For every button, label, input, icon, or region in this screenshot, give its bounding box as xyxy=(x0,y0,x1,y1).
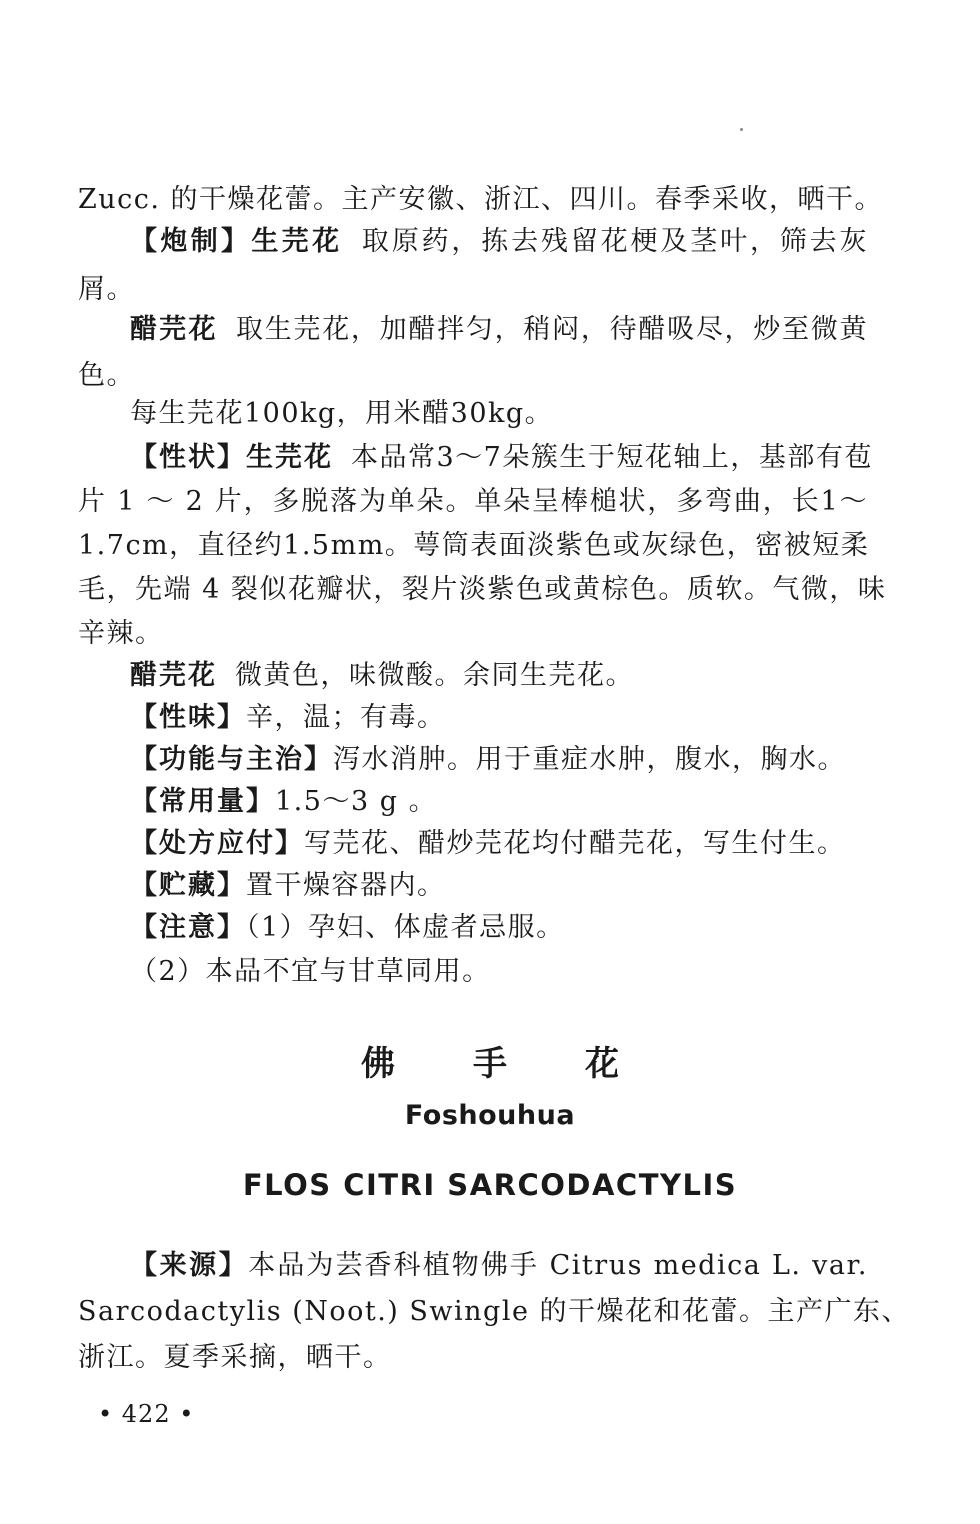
page-number: • 422 • xyxy=(98,1400,195,1428)
storage-paragraph: 【贮藏】置干燥容器内。 xyxy=(130,870,446,901)
characteristics-line-d: 毛，先端 4 裂似花瓣状，裂片淡紫色或黄棕色。质软。气微，味 xyxy=(78,574,887,605)
monograph-title-pinyin: Foshouhua xyxy=(404,1100,576,1131)
vinegar-herb-name: 醋芫花 xyxy=(130,314,218,345)
characteristics-line-c: 1.7cm，直径约1.5mm。萼筒表面淡紫色或灰绿色，密被短柔 xyxy=(78,530,870,561)
caution-paragraph: 【注意】（1）孕妇、体虚者忌服。 xyxy=(130,912,565,943)
dosage-label: 【常用量】 xyxy=(130,786,275,817)
vinegar-characteristics: 醋芫花 微黄色，味微酸。余同生芫花。 xyxy=(130,660,634,691)
storage-label: 【贮藏】 xyxy=(130,870,246,901)
vinegar-processing-continuation: 色。 xyxy=(78,360,135,391)
processing-continuation: 屑。 xyxy=(78,274,135,305)
processing-paragraph: 【炮制】生芫花 取原药，拣去残留花梗及茎叶，筛去灰 xyxy=(130,226,869,257)
source-line-c: 浙江。夏季采摘，晒干。 xyxy=(78,1342,392,1373)
nature-paragraph: 【性味】辛，温；有毒。 xyxy=(130,702,446,733)
characteristics-line-e: 辛辣。 xyxy=(78,618,164,649)
monograph-title-chinese: 佛手花 xyxy=(361,1044,697,1084)
prescription-label: 【处方应付】 xyxy=(130,828,304,859)
dosage-paragraph: 【常用量】1.5～3 g 。 xyxy=(130,786,438,817)
function-label: 【功能与主治】 xyxy=(130,744,333,775)
caution-label: 【注意】 xyxy=(130,912,246,943)
vinegar-herb-name-2: 醋芫花 xyxy=(130,660,217,691)
raw-herb-name: 生芫花 xyxy=(251,226,343,257)
caution-item-2: （2）本品不宜与甘草同用。 xyxy=(130,956,491,987)
raw-herb-name-2: 生芫花 xyxy=(246,442,333,473)
print-speck xyxy=(740,128,743,131)
characteristics-label: 【性状】 xyxy=(130,442,246,473)
characteristics-line-b: 片 1 ～ 2 片，多脱落为单朵。单朵呈棒槌状，多弯曲，长1～ xyxy=(78,486,868,517)
function-paragraph: 【功能与主治】泻水消肿。用于重症水肿，腹水，胸水。 xyxy=(130,744,846,775)
origin-line: Zucc. 的干燥花蕾。主产安徽、浙江、四川。春季采收，晒干。 xyxy=(78,184,884,215)
characteristics-paragraph: 【性状】生芫花 本品常3～7朵簇生于短花轴上，基部有苞 xyxy=(130,442,873,473)
vinegar-processing: 醋芫花 取生芫花，加醋拌匀，稍闷，待醋吸尽，炒至微黄 xyxy=(130,314,869,345)
prescription-paragraph: 【处方应付】写芫花、醋炒芫花均付醋芫花，写生付生。 xyxy=(130,828,846,859)
source-line-b: Sarcodactylis (Noot.) Swingle 的干燥花和花蕾。主产广东、 xyxy=(78,1296,911,1327)
vinegar-ratio: 每生芫花100kg，用米醋30kg。 xyxy=(130,398,554,429)
processing-label: 【炮制】 xyxy=(130,226,252,257)
monograph-title-latin: FLOS CITRI SARCODACTYLIS xyxy=(242,1168,738,1202)
nature-label: 【性味】 xyxy=(130,702,246,733)
source-paragraph: 【来源】本品为芸香科植物佛手 Citrus medica L. var. xyxy=(130,1250,868,1281)
source-label: 【来源】 xyxy=(130,1250,249,1281)
